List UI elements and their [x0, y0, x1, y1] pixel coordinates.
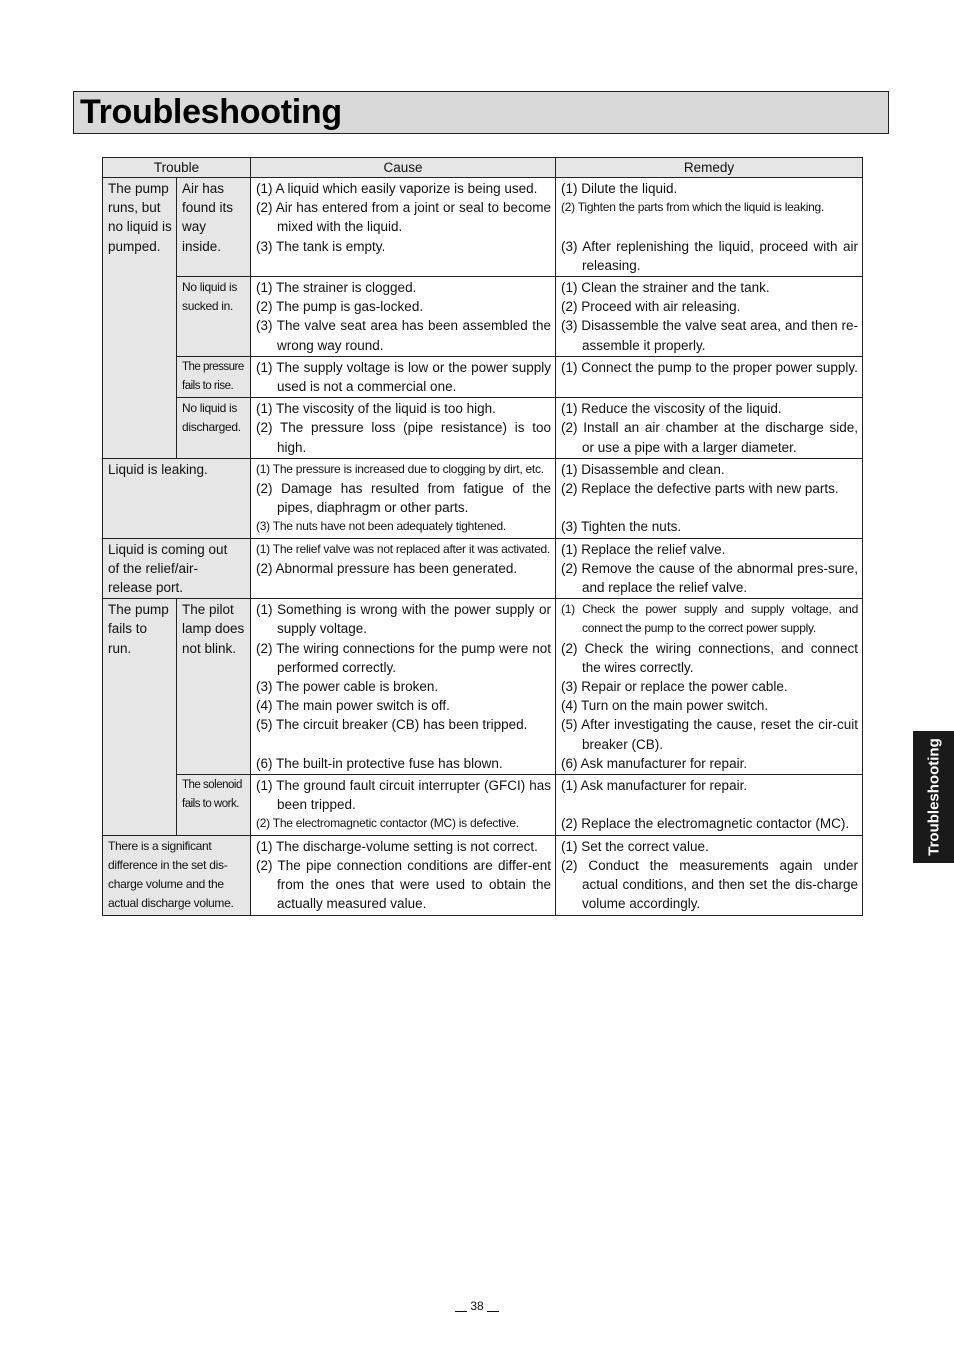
title-bar: [73, 91, 889, 134]
trouble-air-inside: Air has found its way inside.: [177, 178, 251, 277]
cause-cell: [251, 599, 556, 775]
remedy-cell: [556, 277, 863, 357]
remedy-item: (2) Conduct the measurements again under actual conditions, and then set the dis-charge volume accordingly.: [561, 857, 858, 912]
trouble-no-discharge: No liquid is discharged.: [177, 398, 251, 459]
cause-item: (2) Damage has resulted from fatigue of the pipes, diaphragm or other parts.: [256, 481, 551, 516]
remedy-cell: [556, 599, 863, 775]
page-dash-left: [455, 1311, 467, 1312]
cause-item: (2) The electromagnetic contactor (MC) is defective.: [256, 816, 519, 831]
trouble-relief-label: Liquid is coming out of the relief/air-release port.: [108, 541, 228, 596]
cause-item: (1) A liquid which easily vaporize is being used.: [256, 181, 538, 196]
cause-item: (1) The strainer is clogged.: [256, 280, 417, 295]
cause-item: (1) The viscosity of the liquid is too high.: [256, 401, 496, 417]
cause-item: (1) The relief valve was not replaced after it was activated.: [256, 541, 551, 556]
cause-cell: [251, 356, 556, 397]
trouble-solenoid: The solenoid fails to work.: [177, 775, 251, 836]
cause-item: (1) The discharge-volume setting is not correct.: [256, 838, 538, 854]
table-row: [103, 277, 863, 357]
remedy-item: (1) Check the power supply and supply voltage, and connect the pump to the correct power supply.: [561, 602, 858, 636]
trouble-leaking: Liquid is leaking.: [103, 458, 251, 538]
table-row: [103, 356, 863, 397]
trouble-no-suck: No liquid is sucked in.: [177, 277, 251, 357]
cause-item: (2) Abnormal pressure has been generated.: [256, 560, 518, 576]
trouble-relief: [103, 538, 251, 599]
remedy-item: (5) After investigating the cause, reset the cir-cuit breaker (CB).: [561, 717, 858, 752]
cause-item: (2) The pressure loss (pipe resistance) is too high.: [256, 420, 551, 455]
cause-item: (3) The power cable is broken.: [256, 679, 439, 695]
remedy-item: (3) Repair or replace the power cable.: [561, 679, 788, 695]
remedy-cell: [556, 356, 863, 397]
cause-item: (2) The pump is gas-locked.: [256, 299, 424, 315]
trouble-fails-run: The pump fails to run.: [103, 599, 177, 835]
cause-item: (5) The circuit breaker (CB) has been tripped.: [256, 717, 528, 733]
remedy-item: (1) Dilute the liquid.: [561, 181, 678, 196]
cause-item: (2) The wiring connections for the pump were not performed correctly.: [256, 640, 551, 675]
page-dash-right: [487, 1311, 499, 1312]
cause-item: (3) The nuts have not been adequately tightened.: [256, 519, 506, 534]
remedy-item: (3) After replenishing the liquid, proceed with air releasing.: [561, 238, 858, 273]
table-row: [103, 178, 863, 277]
table-row: [103, 398, 863, 459]
cause-item: (6) The built-in protective fuse has blown.: [256, 755, 503, 771]
section-side-tab: [913, 731, 954, 863]
cause-cell: [251, 835, 556, 915]
remedy-cell: [556, 775, 863, 836]
cause-item: (3) The tank is empty.: [256, 238, 386, 254]
remedy-cell: [556, 398, 863, 459]
troubleshooting-table: [102, 157, 863, 916]
remedy-item: (1) Disassemble and clean.: [561, 461, 725, 477]
page-number: [0, 1299, 954, 1313]
remedy-item: (1) Connect the pump to the proper power supply.: [561, 359, 858, 375]
cause-item: (2) Air has entered from a joint or seal to become mixed with the liquid.: [256, 200, 551, 235]
remedy-cell: [556, 835, 863, 915]
side-tab-label: Troubleshooting: [925, 738, 942, 856]
cause-cell: [251, 398, 556, 459]
cause-item: (2) The pipe connection conditions are differ-ent from the ones that were used to obtain the actually measured value.: [256, 857, 551, 912]
remedy-item: (1) Reduce the viscosity of the liquid.: [561, 401, 782, 417]
table-row: [103, 538, 863, 599]
remedy-item: (1) Ask manufacturer for repair.: [561, 778, 748, 794]
cause-item: (1) Something is wrong with the power supply or supply voltage.: [256, 602, 551, 637]
header-cause: Cause: [251, 158, 556, 178]
trouble-pump-no-liquid: The pump runs, but no liquid is pumped.: [103, 178, 177, 459]
trouble-pilot-lamp: The pilot lamp does not blink.: [177, 599, 251, 775]
remedy-item: (1) Replace the relief valve.: [561, 541, 726, 557]
remedy-item: (2) Proceed with air releasing.: [561, 299, 741, 315]
table-row: [103, 458, 863, 538]
table-header-row: [103, 158, 863, 178]
cause-cell: [251, 277, 556, 357]
remedy-cell: [556, 538, 863, 599]
remedy-item: (3) Disassemble the valve seat area, and then re-assemble it properly.: [561, 318, 858, 353]
remedy-item: (1) Set the correct value.: [561, 838, 709, 854]
remedy-cell: [556, 178, 863, 277]
cause-cell: [251, 775, 556, 836]
table-row: [103, 599, 863, 775]
trouble-volume-diff: There is a significant difference in the set dis-charge volume and the actual discharge volume.: [103, 835, 251, 915]
cause-cell: [251, 178, 556, 277]
table-row: [103, 835, 863, 915]
page-number-label: 38: [470, 1299, 484, 1313]
header-trouble: Trouble: [103, 158, 251, 178]
cause-item: (1) The pressure is increased due to clogging by dirt, etc.: [256, 461, 544, 476]
remedy-item: (2) Replace the defective parts with new parts.: [561, 481, 839, 497]
header-remedy: Remedy: [556, 158, 863, 178]
remedy-item: (2) Replace the electromagnetic contactor (MC).: [561, 816, 850, 832]
remedy-item: (2) Remove the cause of the abnormal pres-sure, and replace the relief valve.: [561, 560, 858, 596]
remedy-item: (2) Check the wiring connections, and connect the wires correctly.: [561, 640, 858, 675]
remedy-item: (3) Tighten the nuts.: [561, 519, 682, 535]
page-title: Troubleshooting: [80, 93, 342, 131]
cause-item: (1) The ground fault circuit interrupter (GFCI) has been tripped.: [256, 778, 551, 813]
cause-cell: [251, 458, 556, 538]
cause-item: (1) The supply voltage is low or the power supply used is not a commercial one.: [256, 359, 551, 395]
remedy-cell: [556, 458, 863, 538]
trouble-pressure: The pressure fails to rise.: [177, 356, 251, 397]
cause-cell: [251, 538, 556, 599]
remedy-item: (1) Clean the strainer and the tank.: [561, 280, 770, 295]
cause-item: (3) The valve seat area has been assembled the wrong way round.: [256, 318, 551, 353]
remedy-item: (2) Tighten the parts from which the liquid is leaking.: [561, 200, 825, 215]
cause-item: (4) The main power switch is off.: [256, 698, 450, 714]
remedy-item: (2) Install an air chamber at the discharge side, or use a pipe with a larger diameter.: [561, 420, 858, 455]
table-row: [103, 775, 863, 836]
remedy-item: (4) Turn on the main power switch.: [561, 698, 769, 714]
remedy-item: (6) Ask manufacturer for repair.: [561, 755, 748, 771]
